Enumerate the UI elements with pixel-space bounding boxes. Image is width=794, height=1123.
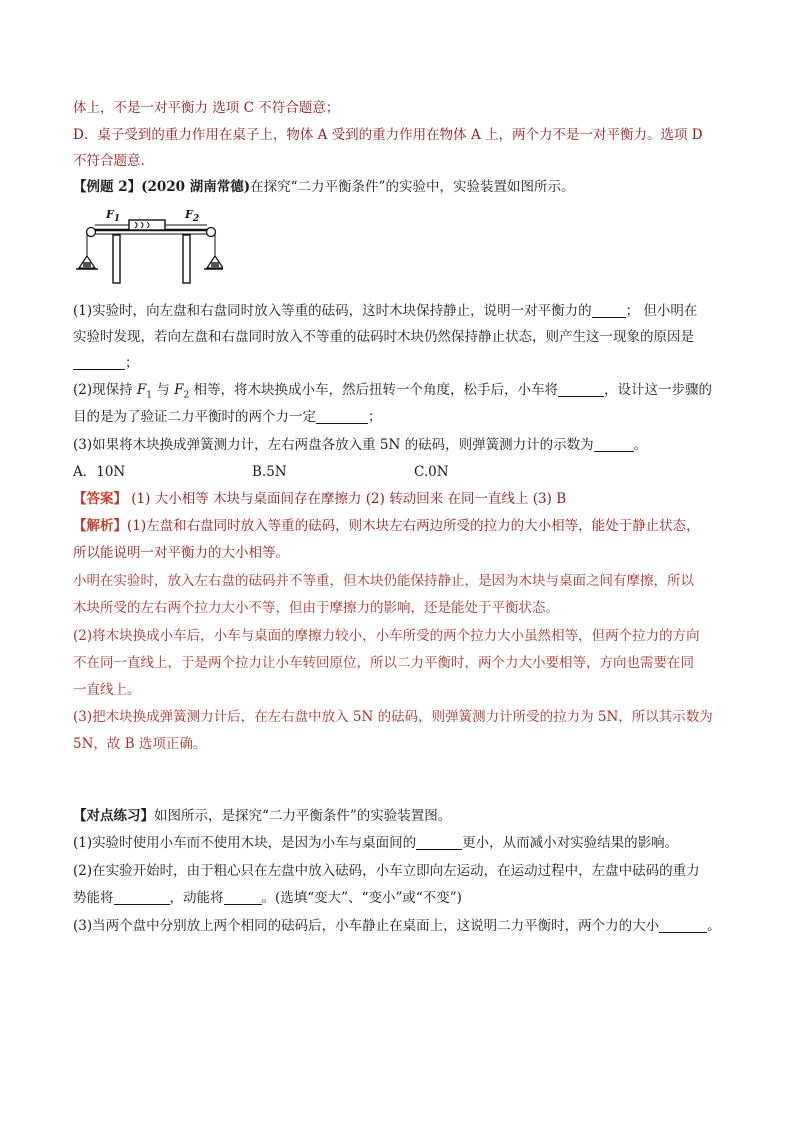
analysis-line: 木块所受的左右两个拉力大小不等，但由于摩擦力的影响，还是能处于平衡状态。 [73, 600, 559, 616]
analysis-line: 不在同一直线上，于是两个拉力让小车转回原位，所以二力平衡时，两个力大小要相等，方向也需要在同 [73, 655, 694, 671]
practice-2-cont: 势能将 ，动能将 。(选填“变大”、“变小”或“不变”) [73, 890, 462, 906]
question-1: (1)实验时，向左盘和右盘同时放入等重的砝码，这时木块保持静止，说明一对平衡力的 ； 但小明在 [73, 303, 698, 319]
practice-2: (2)在实验开始时，由于粗心只在左盘中放入砝码，小车立即向左运动，在运动过程中，左盘中砝码的重力 [73, 863, 700, 879]
practice-1: (1)实验时使用小车而不使用木块，是因为小车与桌面间的 更小，从而减小对实验结果的影响。 [73, 835, 679, 851]
analysis-line: 所以能说明一对平衡力的大小相等。 [73, 545, 289, 561]
analysis-line: 5N，故 B 选项正确。 [73, 736, 207, 752]
example-heading: 【例题 2】(2020 湖南常德)在探究“二力平衡条件”的实验中，实验装置如图所示。 [73, 179, 575, 195]
text-line: 体上，不是一对平衡力 选项 C 不符合题意； [73, 100, 340, 116]
analysis-line: 一直线上。 [73, 682, 141, 698]
figure-label-f1: $F_1$ [106, 208, 121, 225]
practice-3: (3)当两个盘中分别放上两个相同的砝码后，小车静止在桌面上，这说明二力平衡时，两个力的大小 。 [73, 918, 721, 934]
question-2-cont: 目的是为了验证二力平衡时的两个力一定 ； [73, 409, 382, 425]
analysis-line: (3)把木块换成弹簧测力计后，在左右盘中放入 5N 的砝码，则弹簧测力计所受的拉力为 5N，所以其示数为 [73, 709, 713, 725]
figure-label-f2: $F_2$ [185, 208, 200, 225]
option-a: A．10N [73, 464, 126, 480]
question-2: (2)现保持 $F_1$ 与 $F_2$ 相等，将木块换成小车，然后扭转一个角度，松手后，小车将 ，设计这一步骤的 [73, 382, 713, 401]
answer-line: 【答案】 (1) 大小相等 木块与桌面间存在摩擦力 (2) 转动回来 在同一直线上 (3) B [73, 491, 567, 507]
analysis-line: 【解析】(1)左盘和右盘同时放入等重的砝码，则木块左右两边所受的拉力的大小相等，能处于静止状态， [73, 518, 700, 534]
option-c: C.0N [414, 464, 449, 480]
practice-heading: 【对点练习】如图所示，是探究“二力平衡条件”的实验装置图。 [73, 808, 452, 824]
option-b: B.5N [252, 464, 287, 480]
question-1-blank: ； [73, 354, 139, 372]
text-line: 不符合题意. [73, 153, 145, 169]
apparatus-figure [73, 208, 223, 288]
question-3: (3)如果将木块换成弹簧测力计，左右两盘各放入重 5N 的砝码，则弹簧测力计的示数为 。 [73, 437, 648, 453]
text-line: D．桌子受到的重力作用在桌子上，物体 A 受到的重力作用在物体 A 上，两个力不是一对平衡力。选项 D [73, 127, 703, 143]
analysis-line: 小明在实验时，放入左右盘的砝码并不等重，但木块仍能保持静止，是因为木块与桌面之间有摩擦，所以 [73, 573, 694, 589]
analysis-line: (2)将木块换成小车后，小车与桌面的摩擦力较小，小车所受的两个拉力大小虽然相等，但两个拉力的方向 [73, 628, 700, 644]
question-1-cont: 实验时发现，若向左盘和右盘同时放入不等重的砝码时木块仍然保持静止状态，则产生这一现象的原因是 [73, 329, 694, 345]
